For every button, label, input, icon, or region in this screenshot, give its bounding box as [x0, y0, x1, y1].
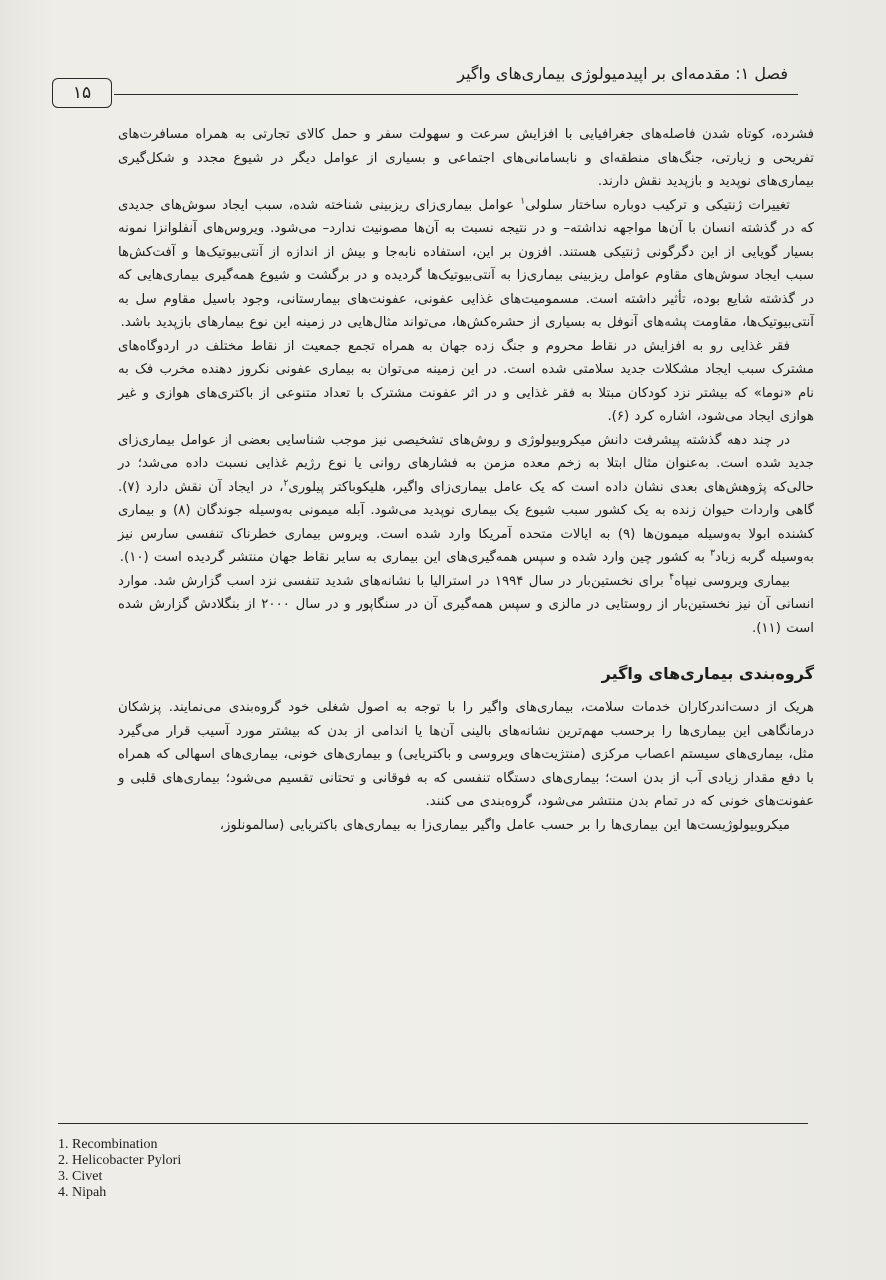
- paragraph-text: هریک از دست‌اندرکاران خدمات سلامت، بیماری‌های واگیر را با توجه به اصول شغلی خود گروه‌بندی می‌نمایند. پزشکان درمانگاهی این بیماری‌ها را برحسب مهم‌ترین نشانه‌های بالینی آن‌ها یا اندامی از بدن که بیشتر مورد آسیب قرار می‌گیرد مثل، بیماری‌های سیستم اعصاب مرکزی (منتژیت‌های ویروسی و باکتریایی) و بیماری‌های خونی، بیماری‌های اسهالی که همراه با دفع مقدار زیادی آب از بدن است؛ بیماری‌های دستگاه تنفسی که به فوقانی و تحتانی تقسیم می‌شود؛ بیماری‌های قلبی و عفونت‌های خونی که در تمام بدن منتشر می‌شود، گروه‌بندی می کنند.: [118, 700, 814, 809]
- paragraph-text: میکروبیولوژیست‌ها این بیماری‌ها را بر حسب عامل واگیر بیماری‌زا به بیماری‌های باکتریایی (سالمونلوز،: [219, 817, 790, 833]
- paragraph: [118, 696, 814, 814]
- footnote-mark: ۴: [669, 572, 675, 583]
- paragraph-text: در چند دهه گذشته پیشرفت دانش میکروبیولوژی و روش‌های تشخیصی نیز موجب شناسایی بعضی از عوامل بیماری‌زای جدید شده است. به‌عنوان مثال ابتلا به زخم معده مزمن به فشارهای روانی یا نوع رژیم غذایی نسبت داده می‌شد؛ در حالی‌که پژوهش‌های بعدی نشان داده است که یک عامل بیماری‌زای واگیر، هلیکوباکتر پیلوری: [118, 432, 814, 495]
- paragraph: [118, 429, 814, 570]
- paragraph: [118, 194, 814, 335]
- footnote-mark: ۱: [520, 196, 526, 207]
- paragraph-text: فقر غذایی رو به افزایش در نقاط محروم و جنگ زده جهان به همراه تجمع جمعیت از نقاط مختلف در اردوگاه‌های مشترک سبب ایجاد مشکلات جدید سلامتی شده است. در این زمینه می‌توان به بیماری عفونی نکروز دهنده مخرب فک به نام «نوما» که بیشتر نزد کودکان مبتلا به فقر غذایی و در اثر عفونت مشترک با تعداد متنوعی از باکتری‌های هوازی و غیر هوازی ایجاد می‌شود، اشاره کرد (۶).: [118, 338, 814, 424]
- chapter-title: فصل ۱: مقدمه‌ای بر اپیدمیولوژی بیماری‌های واگیر: [457, 64, 788, 83]
- paragraph-text: به کشور چین وارد شده و سپس همه‌گیری‌های این بیماری به سایر نقاط جهان منتشر گردیده است (۱۰).: [119, 550, 711, 565]
- footnote: 4. Nipah: [58, 1185, 107, 1200]
- paragraph: [118, 123, 814, 194]
- paragraph-text: فشرده، کوتاه شدن فاصله‌های جغرافیایی با افزایش سرعت و سهولت سفر و حمل کالای تجارتی به همراه مسافرت‌های تفریحی و زیارتی، جنگ‌های منطقه‌ای و نابسامانی‌های اجتماعی و بسیاری از عوامل دیگر در شیوع مجدد و شکل‌گیری بیماری‌های نوپدید و بازپدید نقش دارند.: [118, 127, 814, 189]
- header-rule: [114, 94, 798, 95]
- section-heading: گروه‌بندی بیماری‌های واگیر: [601, 664, 814, 683]
- page-number: ۱۵: [52, 78, 112, 108]
- paragraph-text: عوامل بیماری‌زای ریزبینی شناخته شده، سبب ایجاد سوش‌های جدیدی که در گذشته انسان با آن‌ها مواجهه نداشته– و در نتیجه نسبت به آن‌ها مصونیت ندارد– می‌شود. ویروس‌های آنفلوانزا نمونه بسیار گویایی از این دگرگونی ژنتیکی هستند. افزون بر این، استفاده نابه‌جا و بیش از اندازه از آنتی‌بیوتیک‌ها و آفت‌کش‌ها سبب ایجاد سوش‌های مقاوم عوامل ریزبینی بیماری‌زا به آنتی‌بیوتیک‌ها گردیده و در برگشت و شیوع همه‌گیری بیماری‌هایی که در گذشته شایع بوده، تأثیر داشته است. مسمومیت‌های غذایی عفونی، عفونت‌های بیمارستانی، وجود باسیل مقاوم سل به آنتی‌بیوتیک‌ها، مقاومت پشه‌های آنوفل به بسیاری از حشره‌کش‌ها، می‌تواند مثال‌هایی در زمینه این نوع بیمارهای بازپدید باشد.: [118, 197, 814, 330]
- paragraph: [118, 814, 814, 838]
- page-header: [52, 58, 798, 108]
- paragraph: [118, 335, 814, 429]
- paragraph-text: برای نخستین‌بار در سال ۱۹۹۴ در استرالیا با نشانه‌های شدید تنفسی نزد اسب گزارش شد. موارد انسانی آن نیز نخستین‌بار از روستایی در مالزی و سپس همه‌گیری آن در سنگاپور و در سال ۲۰۰۰ از بنگلادش گزارش شده است (۱۱).: [118, 573, 814, 636]
- paragraph: [118, 570, 814, 641]
- footnote-mark: ۲: [283, 478, 289, 489]
- footnotes: [58, 1137, 478, 1201]
- footnote: 1. Recombination: [58, 1137, 158, 1152]
- paragraph-text: تغییرات ژنتیکی و ترکیب دوباره ساختار سلولی: [525, 197, 790, 213]
- footnote-rule: [58, 1123, 808, 1124]
- footnote: 3. Civet: [58, 1169, 103, 1184]
- footnote-mark: ۳: [710, 548, 716, 559]
- body-text: [118, 123, 814, 837]
- footnote: 2. Helicobacter Pylori: [58, 1153, 182, 1168]
- paragraph-text: بیماری ویروسی نیپاه: [674, 573, 790, 589]
- paragraph-text: ، در ایجاد آن نقش دارد (۷). گاهی واردات حیوان زنده به یک کشور سبب شیوع یک بیماری نوپدید می‌شود. آبله میمونی به‌وسیله جوندگان (۸) و بیماری کشنده ابولا به‌وسیله میمون‌ها (۹) به ایالات متحده آمریکا وارد شده است. ویروس بیماری خطرناک تنفسی سارس نیز به‌وسیله گربه زباد: [118, 479, 815, 565]
